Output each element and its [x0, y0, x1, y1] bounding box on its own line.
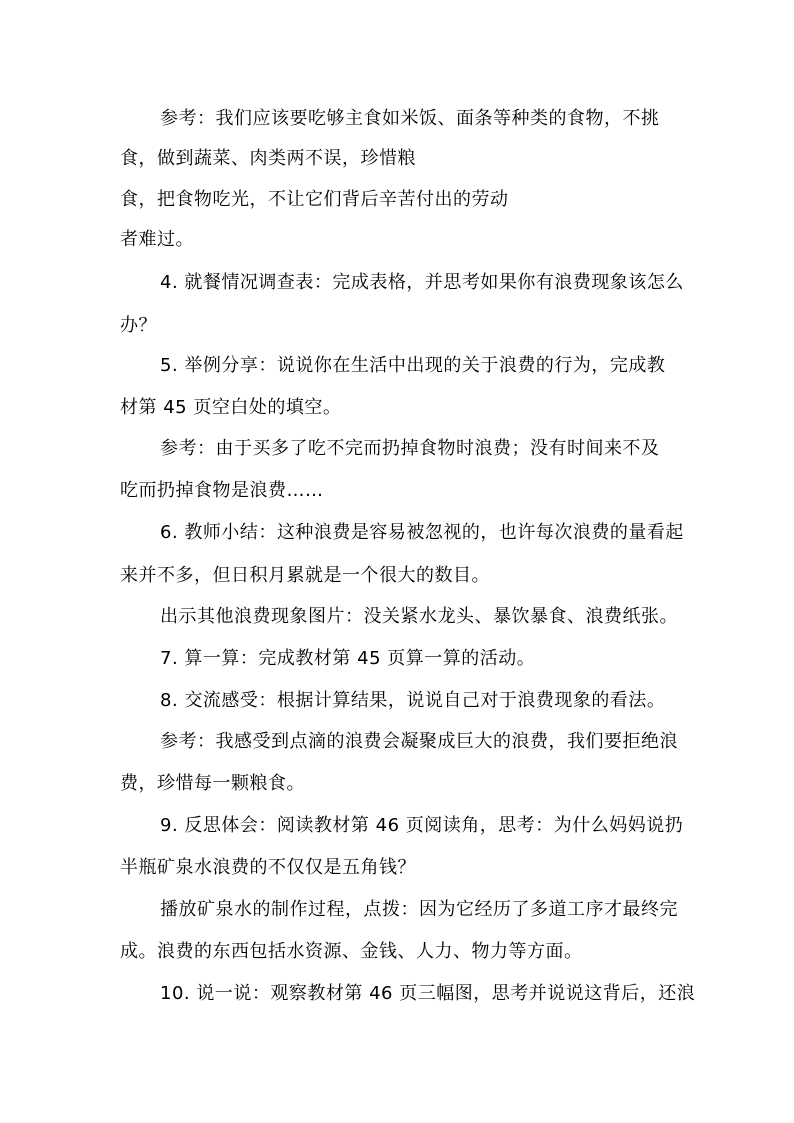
text-line: 6. 教师小结：这种浪费是容易被忽视的，也许每次浪费的量看起	[160, 522, 684, 543]
text-line: 成。浪费的东西包括水资源、金钱、人力、物力等方面。	[120, 941, 583, 962]
text-line: 吃而扔掉食物是浪费……	[120, 480, 324, 501]
text-line: 食，做到蔬菜、肉类两不误，珍惜粮	[120, 148, 416, 169]
text-line: 参考：我感受到点滴的浪费会凝聚成巨大的浪费，我们要拒绝浪	[160, 731, 678, 752]
text-line: 材第 45 页空白处的填空。	[120, 397, 342, 418]
text-line: 出示其他浪费现象图片：没关紧水龙头、暴饮暴食、浪费纸张。	[160, 606, 678, 627]
text-line: 费，珍惜每一颗粮食。	[120, 773, 305, 794]
text-line: 半瓶矿泉水浪费的不仅仅是五角钱？	[120, 857, 416, 878]
text-line: 9. 反思体会：阅读教材第 46 页阅读角，思考：为什么妈妈说扔	[160, 815, 684, 836]
text-line: 10. 说一说：观察教材第 46 页三幅图，思考并说说这背后，还浪	[160, 983, 696, 1004]
text-line: 参考：由于买多了吃不完而扔掉食物时浪费；没有时间来不及	[160, 438, 660, 459]
text-line: 7. 算一算：完成教材第 45 页算一算的活动。	[160, 648, 536, 669]
text-line: 者难过。	[120, 229, 194, 250]
text-line: 办？	[120, 315, 157, 336]
text-line: 8. 交流感受：根据计算结果，说说自己对于浪费现象的看法。	[160, 690, 666, 711]
text-line: 4. 就餐情况调查表：完成表格，并思考如果你有浪费现象该怎么	[160, 272, 684, 293]
text-line: 食，把食物吃光，不让它们背后辛苦付出的劳动	[120, 189, 509, 210]
text-line: 播放矿泉水的制作过程，点拨：因为它经历了多道工序才最终完	[160, 899, 678, 920]
text-line: 参考：我们应该要吃够主食如米饭、面条等种类的食物，不挑	[160, 108, 660, 129]
text-line: 5. 举例分享：说说你在生活中出现的关于浪费的行为，完成教	[160, 355, 666, 376]
text-line: 来并不多，但日积月累就是一个很大的数目。	[120, 565, 490, 586]
